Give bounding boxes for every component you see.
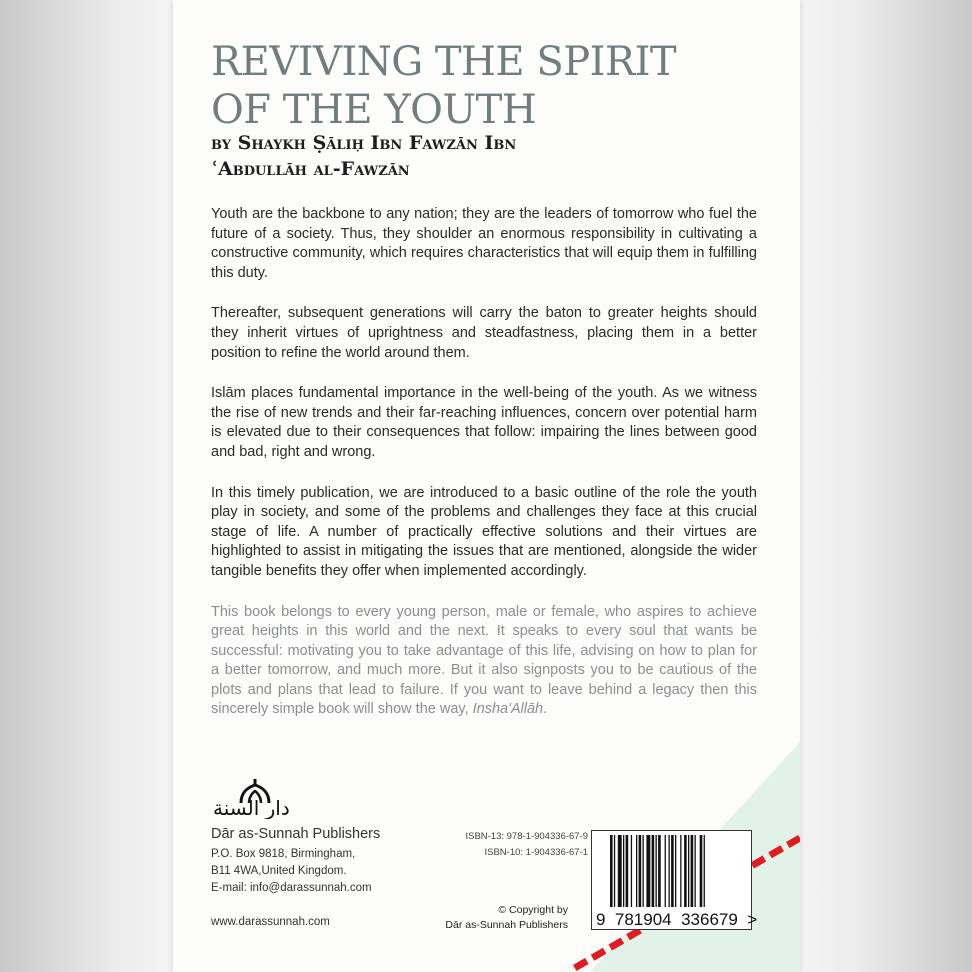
title-line-1: REVIVING THE SPIRIT: [211, 39, 677, 85]
author: [211, 130, 516, 182]
isbn-13: ISBN-13: 978-1-904336-67-9: [465, 831, 588, 842]
publisher-info: [211, 826, 380, 897]
author-line-1: by Shaykh Ṣāliḥ Ibn Fawzān Ibn: [211, 132, 517, 154]
barcode-bar: [665, 835, 666, 907]
publisher-address-1: P.O. Box 9818, Birmingham,: [211, 848, 356, 860]
barcode-bar: [669, 835, 670, 907]
copyright: [445, 903, 568, 933]
closing-paragraph: [211, 603, 757, 721]
barcode-bar: [658, 835, 661, 907]
svg-text:دار السنة: دار السنة: [213, 796, 290, 819]
barcode-bar: [614, 835, 615, 907]
barcode-bar: [618, 835, 622, 907]
isbn-10: ISBN-10: 1-904336-67-1: [484, 847, 588, 858]
author-line-2: ʿAbdullāh al-Fawzān: [211, 158, 410, 180]
book-back-cover: [173, 0, 800, 972]
barcode-bar: [688, 835, 689, 907]
barcode-bar: [631, 835, 632, 907]
barcode: [591, 830, 758, 930]
publisher-name: Dār as-Sunnah Publishers: [211, 826, 381, 842]
barcode-bar: [643, 835, 644, 907]
publisher-address-2: B11 4WA,United Kingdom.: [211, 865, 347, 877]
barcode-bar: [700, 835, 703, 907]
barcode-bar: [704, 835, 705, 907]
barcode-bar: [623, 835, 624, 907]
publisher-website: www.darassunnah.com: [211, 916, 330, 928]
barcode-bar: [652, 835, 655, 907]
title-line-2: OF THE YOUTH: [211, 87, 537, 133]
copyright-line-1: © Copyright by: [498, 904, 568, 916]
barcode-digits: 9 781904 336679 >: [596, 910, 758, 929]
barcode-bar: [646, 835, 650, 907]
publisher-logo: [211, 775, 301, 823]
closing-text: This book belongs to every young person, male or female, who aspires to achieve great heights in this world and the next. It speaks to every soul that wants be successful: motivating you to take advantage of this life, advising on how to plan for a better tomorrow, and much more. But it also signposts you to be cautious of the plots and plans that lead to failure. If you want to leave behind a legacy then this sincerely simple book will show the way,: [211, 603, 757, 718]
barcode-bar: [639, 835, 642, 907]
barcode-bars: [592, 831, 751, 909]
closing-end: .: [543, 701, 548, 718]
isbn-block: [465, 829, 588, 861]
barcode-bar: [691, 835, 694, 907]
barcode-bar: [656, 835, 657, 907]
paragraph: Youth are the backbone to any nation; they are the leaders of tomorrow who fuel the future of a society. Thus, they shoulder an enormous responsibility in cultivating a constructive community, which requires characteristics that will equip them in fulfilling this duty.: [211, 206, 757, 281]
copyright-line-2: Dār as-Sunnah Publishers: [445, 919, 568, 931]
publisher-email: E-mail: info@darassunnah.com: [211, 882, 372, 894]
barcode-bar: [695, 835, 696, 907]
barcode-bar: [675, 835, 676, 907]
barcode-bar: [684, 835, 687, 907]
barcode-bar: [610, 835, 613, 907]
book-title: [211, 38, 676, 134]
paragraph: Thereafter, subsequent generations will carry the baton to greater heights should they inherit virtues of uprightness and steadfastness, placing them in a better position to refine the world around them.: [211, 305, 757, 361]
barcode-bar: [626, 835, 629, 907]
blurb: [211, 205, 757, 720]
barcode-bar: [671, 835, 674, 907]
closing-italic: Insha'Allāh: [472, 701, 544, 718]
paragraph: In this timely publication, we are introduced to a basic outline of the role the youth play in society, and some of the problems and challenges they face at this crucial stage of life. A number of practically effective solutions and their virtues are highlighted to assist in mitigating the issues that are mentioned, alongside the wider tangible benefits they offer when implemented accordingly.: [211, 484, 757, 579]
barcode-bar: [680, 835, 681, 907]
paragraph: Islām places fundamental importance in the well-being of the youth. As we witness the rise of new trends and their far-reaching influences, concern over potential harm is elevated due to their consequences that follow: impairing the lines between good and bad, right and wrong.: [211, 385, 757, 460]
barcode-bar: [636, 835, 637, 907]
